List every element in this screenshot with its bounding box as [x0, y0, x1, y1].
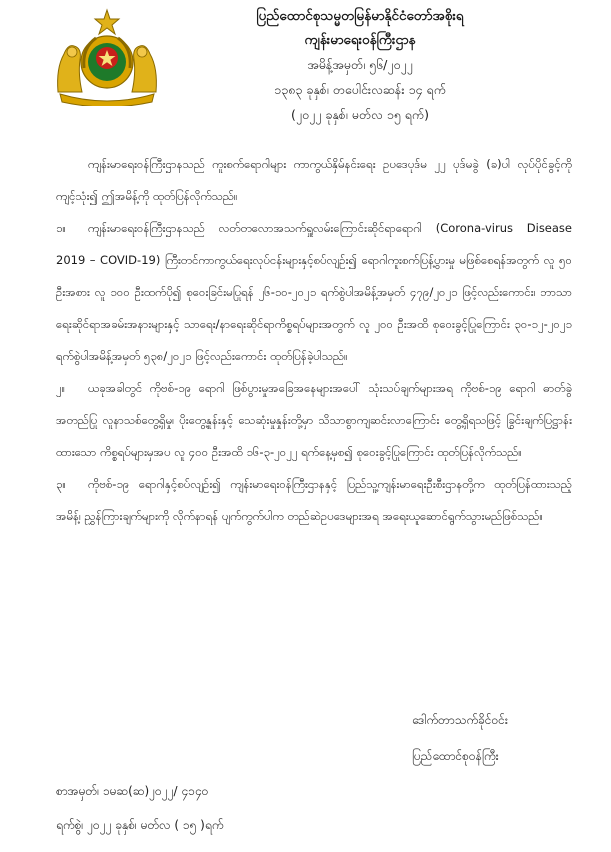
signature-block: [412, 702, 592, 774]
signatory-name: ဒေါက်တာသက်ခိုင်ဝင်း: [412, 713, 508, 727]
paragraph-3: [56, 468, 572, 532]
paragraph-2-number: ၂။: [56, 381, 66, 395]
reference-date: ရက်စွဲ၊ ၂၀၂၂ ခုနှစ်၊ မတ်လ ( ၁၅ )ရက်: [56, 818, 224, 832]
gregorian-date: (၂၀၂၂ ခုနှစ်၊ မတ်လ ၁၅ ရက်): [290, 107, 430, 122]
ministry-title: ကျန်းမာရေးဝန်ကြီးဌာန: [304, 32, 416, 48]
order-number: အမိန့်အမှတ်၊ ၅၆/၂၀၂၂: [307, 57, 413, 72]
paragraph-2-text: ယခုအခါတွင် ကိုဗစ်-၁၉ ရောဂါ ဖြစ်ပွားမှုအခြေအနေများအပေါ် သုံးသပ်ချက်များအရ ကိုဗစ်-၁၉ ရောဂါ ဓာတ်ခွဲအတည်ပြု လူနာသစ်တွေ့ရှိမှု၊ ပိုးတွေ့နှုန်းနှင့် သေဆုံးမှုနှုန်းတို့မှာ သိသာစွာကျဆင်းလာကြောင်း တွေ့ရှိရသဖြင့် ခြွင်းချက်ပြဋ္ဌာန်းထားသော ကိစ္စရပ်များမှအပ လူ ၄၀၀ ဦးအထိ ၁၆-၃-၂၀၂၂ ရက်နေ့မှစ၍ စုဝေးခွင့်ပြုကြောင်း ထုတ်ပြန်လိုက်သည်။: [56, 381, 572, 459]
paragraph-3-number: ၃။: [56, 477, 66, 491]
reference-block: [56, 774, 356, 842]
government-title: ပြည်ထောင်စုသမ္မတမြန်မာနိုင်ငံတော်အစိုးရ: [256, 8, 464, 24]
document-header: [170, 4, 550, 127]
paragraph-1-number: ၁။: [56, 221, 66, 235]
paragraph-2: [56, 372, 572, 468]
signatory-title: ပြည်ထောင်စုဝန်ကြီး: [412, 749, 499, 763]
state-seal-icon: [52, 8, 162, 106]
document-body: [56, 148, 572, 532]
paragraph-1: [56, 212, 572, 372]
paragraph-1-text: ကျန်းမာရေးဝန်ကြီးဌာနသည် လတ်တလောအသက်ရှူလမ်းကြောင်းဆိုင်ရာရောဂါ (Corona-virus Disease 2019 – COVID-19) ကြီးတင်ကာကွယ်ရေးလုပ်ငန်းများနှင့်စပ်လျဉ်း၍ ရောဂါကူးစက်ပြန့်ပွားမှု မဖြစ်စေရန်အတွက် လူ ၅၀ ဦးအစား လူ ၁၀၀ ဦးထက်ပို၍ စုဝေးခြင်းမပြုရန် ၂၆-၁၀-၂၀၂၁ ရက်စွဲပါအမိန့်အမှတ် ၄၇၉/၂၀၂၁ ဖြင့်လည်းကောင်း၊ ဘာသာရေးဆိုင်ရာအခမ်းအနားများနှင့် သာရေး/နာရေးဆိုင်ရာကိစ္စရပ်များအတွက် လူ ၂၀၀ ဦးအထိ စုဝေးခွင့်ပြုကြောင်း ၃၀-၁၂-၂၀၂၁ ရက်စွဲပါအမိန့်အမှတ် ၅၃၈/၂၀၂၁ ဖြင့်လည်းကောင်း ထုတ်ပြန်ခဲ့ပါသည်။: [56, 221, 572, 363]
intro-paragraph: ကျန်းမာရေးဝန်ကြီးဌာနသည် ကူးစက်ရောဂါများ ကာကွယ်နှိမ်နင်းရေး ဥပဒေပုဒ်မ ၂၂ ပုဒ်မခွဲ (ခ)ပါ လုပ်ပိုင်ခွင့်ကို ကျင့်သုံး၍ ဤအမိန့်ကို ထုတ်ပြန်လိုက်သည်။: [56, 157, 572, 203]
paragraph-3-text: ကိုဗစ်-၁၉ ရောဂါနှင့်စပ်လျဉ်း၍ ကျန်းမာရေးဝန်ကြီးဌာနနှင့် ပြည်သူ့ကျန်းမာရေးဦးစီးဌာနတို့က ထုတ်ပြန်ထားသည့် အမိန့်၊ ညွှန်ကြားချက်များကို လိုက်နာရန် ပျက်ကွက်ပါက တည်ဆဲဥပဒေများအရ အရေးယူဆောင်ရွက်သွားမည်ဖြစ်သည်။: [56, 477, 572, 523]
myanmar-date: ၁၃၈၃ ခုနှစ်၊ တပေါင်းလဆန်း ၁၄ ရက်: [274, 82, 446, 97]
reference-number: စာအမှတ်၊ ၁မဆ(ဆ)၂၀၂၂/ ၄၁၄၀: [56, 784, 209, 798]
